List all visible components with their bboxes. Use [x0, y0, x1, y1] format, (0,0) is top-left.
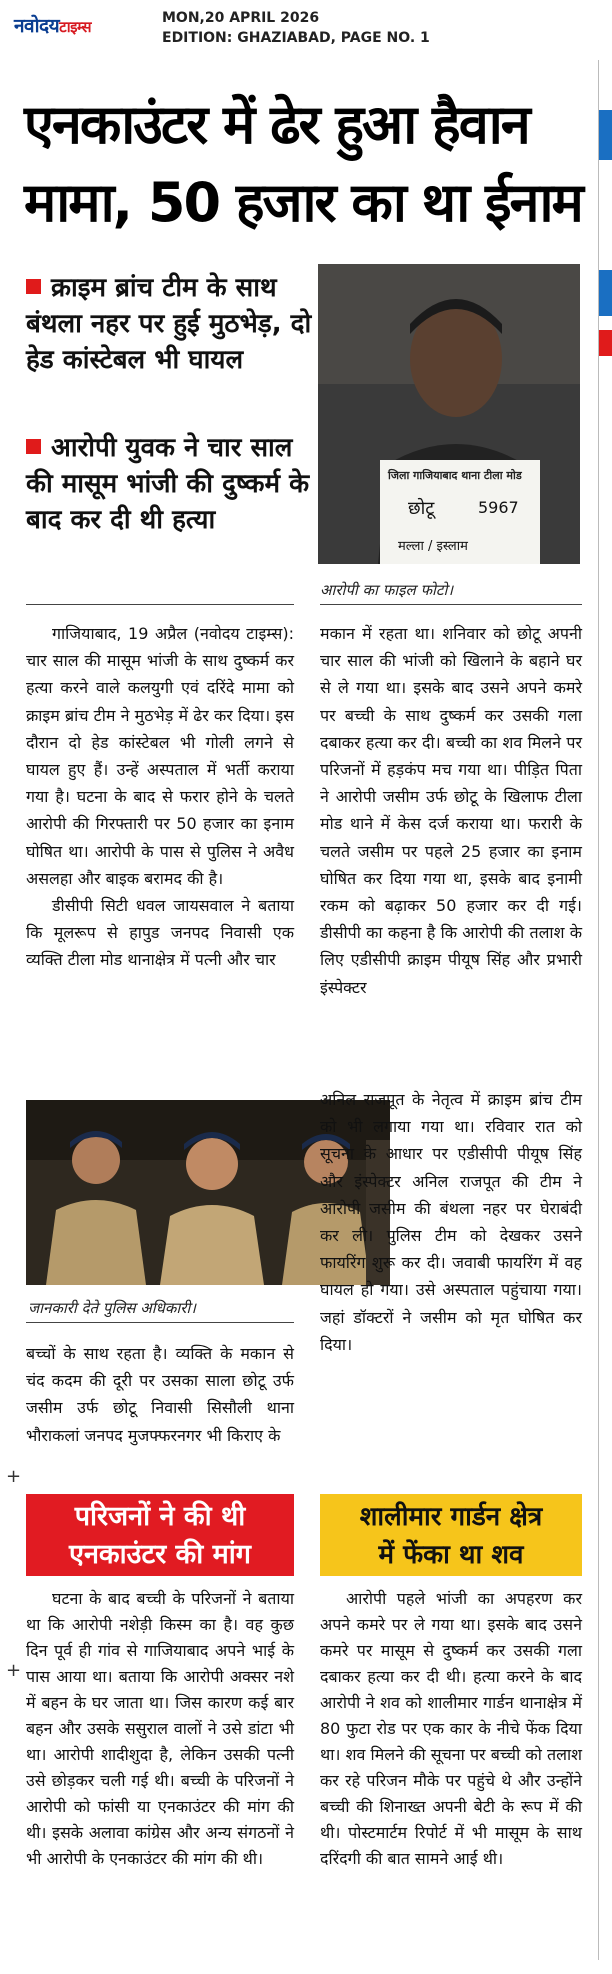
registration-mark-icon: +	[6, 1466, 22, 1487]
edition-date: MON,20 APRIL 2026	[162, 10, 320, 26]
logo-main-text: नवोदय	[14, 15, 60, 37]
logo-accent-text: टाइम्स	[59, 18, 91, 36]
subhead-line-1: शालीमार गार्डन क्षेत्र	[359, 1502, 543, 1532]
adjacent-bullet-fragment-icon	[598, 330, 612, 356]
adjacent-page-edge	[590, 0, 612, 1974]
registration-mark-icon: +	[6, 1660, 22, 1681]
police-photo-caption: जानकारी देते पुलिस अधिकारी।	[28, 1299, 196, 1317]
article-column-left-2	[26, 1340, 294, 1449]
photo-board-line-3: मल्ला / इस्लाम	[398, 539, 468, 554]
subhead-body-dumped	[320, 1494, 582, 1576]
article-paragraph: गाजियाबाद, 19 अप्रैल (नवोदय टाइम्स): चार साल की मासूम भांजी के साथ दुष्कर्म कर हत्या करने वाले कलयुगी एवं दरिंदे मामा को क्राइम ब्रांच टीम ने मुठभेड़ में ढेर कर दिया। इस दौरान दो हेड कांस्टेबल भी गोली लगने से घायल हुए हैं। उन्हें अस्पताल में भर्ती कराया गया है। घटना के बाद से फरार होने के चलते आरोपी की गिरफ्तारी पर 50 हजार का इनाम घोषित था। आरोपी के पास से पुलिस ने अवैध असलहा और बाइक बरामद की है।	[26, 624, 294, 888]
article-column-right-3	[320, 1586, 582, 1872]
masthead	[0, 0, 612, 60]
photo-caption: आरोपी का फाइल फोटो।	[320, 581, 454, 599]
photo-board-number: 5967	[478, 498, 519, 517]
article-column-right-2	[320, 1086, 582, 1358]
bullet-text: आरोपी युवक ने चार साल की मासूम भांजी की दुष्कर्म के बाद कर दी थी हत्या	[26, 433, 310, 535]
photo-board-name: छोटू	[408, 498, 435, 519]
accused-photo	[318, 264, 580, 564]
newspaper-logo[interactable]	[14, 12, 91, 38]
article-paragraph: अनिल राजपूत के नेतृत्व में क्राइम ब्रांच टीम को भी लगाया गया था। रविवार रात को सूचना के आधार पर एडीसीपी पीयूष सिंह और इंस्पेक्टर अनिल राजपूत की टीम ने आरोपी जसीम की बंथला नहर पर घेराबंदी कर ली। पुलिस टीम को देखकर उसने फायरिंग शुरू कर दी। जवाबी फायरिंग में वह घायल हो गया। उसे अस्पताल पहुंचाया गया। जहां डॉक्टरों ने जसीम को मृत घोषित कर दिया।	[320, 1090, 582, 1354]
bullets-divider	[26, 604, 294, 605]
article-column-left-3	[26, 1586, 294, 1872]
bullet-point-2	[26, 430, 316, 538]
bullet-text: क्राइम ब्रांच टीम के साथ बंथला नहर पर हुई मुठभेड़, दो हेड कांस्टेबल भी घायल	[26, 273, 312, 375]
accused-photo-illustration	[318, 264, 580, 564]
article-column-left-1	[26, 620, 294, 974]
article-column-right-1	[320, 620, 582, 1001]
headline-line-2: मामा, 50 हजार का था ईनाम	[24, 171, 582, 234]
photo-board-line-1: जिला गाजियाबाद थाना टीला मोड	[388, 469, 522, 482]
subhead-line-2: में फेंका था शव	[378, 1540, 524, 1570]
police-caption-divider	[26, 1322, 294, 1323]
headline-line-1: एनकाउंटर में ढेर हुआ हैवान	[24, 93, 529, 156]
caption-divider	[320, 604, 582, 605]
red-square-bullet-icon	[26, 279, 41, 294]
article-paragraph: बच्चों के साथ रहता है। व्यक्ति के मकान से चंद कदम की दूरी पर उसका साला छोटू उर्फ जसीम उर्फ छोटू निवासी सिसौली थाना भौराकलां जनपद मुजफ्फरनगर भी किराए के	[26, 1344, 294, 1445]
article-paragraph: डीसीपी सिटी धवल जायसवाल ने बताया कि मूलरूप से हापुड जनपद निवासी एक व्यक्ति टीला मोड थानाक्षेत्र में पत्नी और चार	[26, 896, 294, 970]
subhead-line-1: परिजनों ने की थी	[74, 1501, 246, 1532]
article-paragraph: आरोपी पहले भांजी का अपहरण कर अपने कमरे पर ले गया था। इसके बाद उसने कमरे पर मासूम से दुष्कर्म कर उसकी गला दबाकर हत्या कर दी थी। हत्या करने के बाद आरोपी ने शव को शालीमार गार्डन थानाक्षेत्र में 80 फुटा रोड पर एक कार के नीचे फेंक दिया था। शव मिलने की सूचना पर बच्ची को तलाश कर रहे परिजन मौके पर पहुंचे थे और उन्होंने बच्ची की शिनाख्त अपनी बेटी के रूप में की थी। पोस्टमार्टम रिपोर्ट में भी मासूम के साथ दरिंदगी की बात सामने आई थी।	[320, 1589, 582, 1868]
edition-info: EDITION: GHAZIABAD, PAGE NO. 1	[162, 30, 430, 46]
adjacent-headline-fragment-icon	[598, 110, 612, 160]
adjacent-headline-fragment-icon	[598, 270, 612, 316]
article-paragraph: घटना के बाद बच्ची के परिजनों ने बताया था कि आरोपी नशेड़ी किस्म का है। वह कुछ दिन पूर्व ही गांव से गाजियाबाद अपने भाई के पास आया था। बताया कि आरोपी अक्सर नशे में बहन के घर जाता था। जिस कारण कई बार बहन और उसके ससुराल वालों ने उसे डांटा भी था। आरोपी शादीशुदा है, लेकिन उसकी पत्नी उसे छोड़कर चली गई थी। बच्ची के परिजनों ने आरोपी को फांसी या एनकाउंटर की मांग की थी। इसके अलावा कांग्रेस और अन्य संगठनों ने भी आरोपी के एनकाउंटर की मांग की थी।	[26, 1589, 294, 1868]
subhead-family-demand	[26, 1494, 294, 1576]
subhead-line-2: एनकाउंटर की मांग	[69, 1539, 251, 1570]
column-edge-divider	[598, 60, 599, 1960]
article-paragraph: मकान में रहता था। शनिवार को छोटू अपनी चार साल की भांजी को खिलाने के बहाने घर से ले गया था। इसके बाद उसने अपने कमरे पर बच्ची के साथ दुष्कर्म कर उसकी गला दबाकर हत्या कर दी। बच्ची का शव मिलने पर परिजनों में हड़कंप मच गया था। पीड़ित पिता ने आरोपी जसीम उर्फ छोटू के खिलाफ टीला मोड थाने में केस दर्ज कराया था। फरारी के चलते जसीम पर पहले 25 हजार का इनाम घोषित कर दिया गया था, इसके बाद इनामी रकम को बढ़ाकर 50 हजार कर दी गई। डीसीपी का कहना है कि आरोपी की तलाश के लिए एडीसीपी क्राइम पीयूष सिंह और प्रभारी इंस्पेक्टर	[320, 624, 582, 997]
bullet-point-1	[26, 270, 316, 378]
red-square-bullet-icon	[26, 439, 41, 454]
